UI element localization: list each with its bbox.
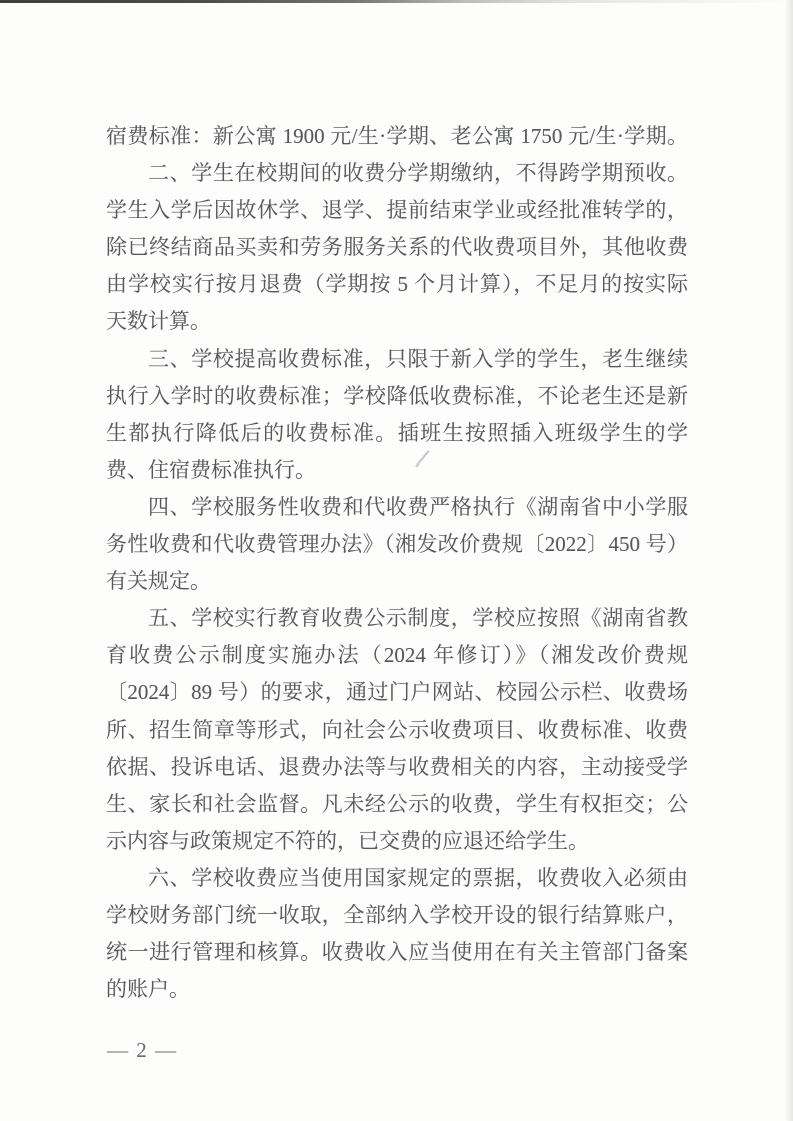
scan-artifact-top-edge	[0, 0, 793, 3]
document-line: 五、学校实行教育收费公示制度，学校应按照《湖南省教	[148, 606, 688, 631]
document-body-text	[106, 118, 688, 1008]
document-line: 除已终结商品买卖和劳务服务关系的代收费项目外，其他收费	[106, 235, 688, 260]
document-line: 由学校实行按月退费（学期按 5 个月计算），不足月的按实际	[106, 272, 688, 297]
document-line: 执行入学时的收费标准；学校降低收费标准，不论老生还是新	[106, 383, 688, 408]
document-line: 生都执行降低后的收费标准。插班生按照插入班级学生的学	[106, 420, 688, 445]
document-line: 的账户。	[106, 977, 190, 1002]
document-line: 〔2024〕89 号）的要求，通过门户网站、校园公示栏、收费场	[106, 680, 688, 705]
page-number: — 2 —	[107, 1038, 178, 1062]
document-line: 三、学校提高收费标准，只限于新入学的学生，老生继续	[148, 346, 688, 371]
document-line: 统一进行管理和核算。收费收入应当使用在有关主管部门备案	[106, 940, 688, 965]
document-line: 依据、投诉电话、退费办法等与收费相关的内容，主动接受学	[106, 754, 688, 779]
document-line: 六、学校收费应当使用国家规定的票据，收费收入必须由	[148, 865, 688, 890]
document-line: 天数计算。	[106, 309, 211, 334]
document-line: 务性收费和代收费管理办法》（湘发改价费规〔2022〕450 号）	[106, 532, 688, 557]
document-line: 有关规定。	[106, 569, 211, 594]
document-line: 所、招生简章等形式，向社会公示收费项目、收费标准、收费	[106, 717, 688, 742]
document-line: 二、学生在校期间的收费分学期缴纳，不得跨学期预收。	[148, 161, 688, 186]
document-line: 宿费标准：新公寓 1900 元/生·学期、老公寓 1750 元/生·学期。	[106, 124, 688, 148]
document-line: 四、学校服务性收费和代收费严格执行《湖南省中小学服	[148, 494, 688, 519]
document-line: 生、家长和社会监督。凡未经公示的收费，学生有权拒交；公	[106, 791, 688, 816]
document-line: 学校财务部门统一收取，全部纳入学校开设的银行结算账户，	[106, 902, 688, 927]
document-line: 育收费公示制度实施办法（2024 年修订）》（湘发改价费规	[106, 643, 688, 668]
document-line: 示内容与政策规定不符的，已交费的应退还给学生。	[106, 828, 589, 853]
scan-artifact-right-edge	[785, 0, 793, 1121]
document-line: 学生入学后因故休学、退学、提前结束学业或经批准转学的，	[106, 198, 688, 223]
document-line: 费、住宿费标准执行。	[106, 457, 316, 482]
